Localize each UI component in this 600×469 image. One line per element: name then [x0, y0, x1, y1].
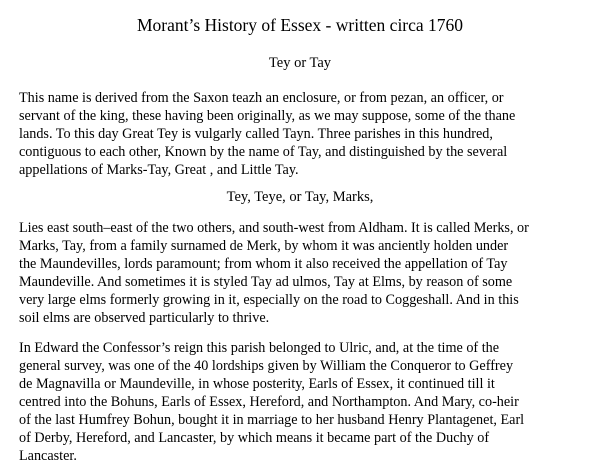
paragraph-line: In Edward the Confessor’s reign this parish belonged to Ulric, and, at the time of the — [19, 340, 500, 356]
paragraph-line: contiguous to each other, Known by the name of Tay, and distinguished by the several — [19, 144, 508, 160]
paragraph-line: Lancaster. — [19, 448, 77, 464]
paragraph-line: de Magnavilla or Maundeville, in whose posterity, Earls of Essex, it continued till it — [19, 376, 495, 392]
paragraph-line: centred into the Bohuns, Earls of Essex, Hereford, and Northampton. And Mary, co-heir — [19, 394, 519, 410]
paragraph-line: Lies east south–east of the two others, and south-west from Aldham. It is called Merks, or — [19, 220, 529, 236]
paragraph-line: soil elms are observed particularly to thrive. — [19, 310, 270, 326]
paragraph-line: Maundeville. And sometimes it is styled Tay ad ulmos, Tay at Elms, by reason of some — [19, 274, 513, 290]
paragraph-tey-origin — [19, 89, 581, 179]
section-heading-marks-tey: Tey, Teye, or Tay, Marks, — [226, 189, 374, 205]
paragraph-line: the Maundevilles, lords paramount; from whom it also received the appellation of Tay — [19, 256, 508, 272]
paragraph-line: This name is derived from the Saxon teazh an enclosure, or from pezan, an officer, or — [19, 90, 504, 106]
paragraph-line: very large elms formerly growing in it, especially on the road to Coggeshall. And in this — [19, 292, 519, 308]
paragraph-line: of the last Humfrey Bohun, bought it in marriage to her husband Henry Plantagenet, Earl — [19, 412, 525, 428]
paragraph-line: appellations of Marks-Tay, Great , and Little Tay. — [19, 162, 299, 178]
paragraph-confessor-reign — [19, 339, 581, 465]
paragraph-line: of Derby, Hereford, and Lancaster, by which means it became part of the Duchy of — [19, 430, 490, 446]
paragraph-line: servant of the king, these having been originally, as we may suppose, some of the thane — [19, 108, 516, 124]
paragraph-line: general survey, was one of the 40 lordships given by William the Conqueror to Geffrey — [19, 358, 514, 374]
paragraph-line: Marks, Tay, from a family surnamed de Merk, by whom it was anciently holden under — [19, 238, 509, 254]
section-heading-tey-or-tay: Tey or Tay — [268, 55, 332, 71]
document-title: Morant’s History of Essex - written circa 1760 — [136, 15, 464, 35]
paragraph-marks-tey — [19, 219, 581, 327]
paragraph-line: lands. To this day Great Tey is vulgarly called Tayn. Three parishes in this hundred, — [19, 126, 493, 142]
